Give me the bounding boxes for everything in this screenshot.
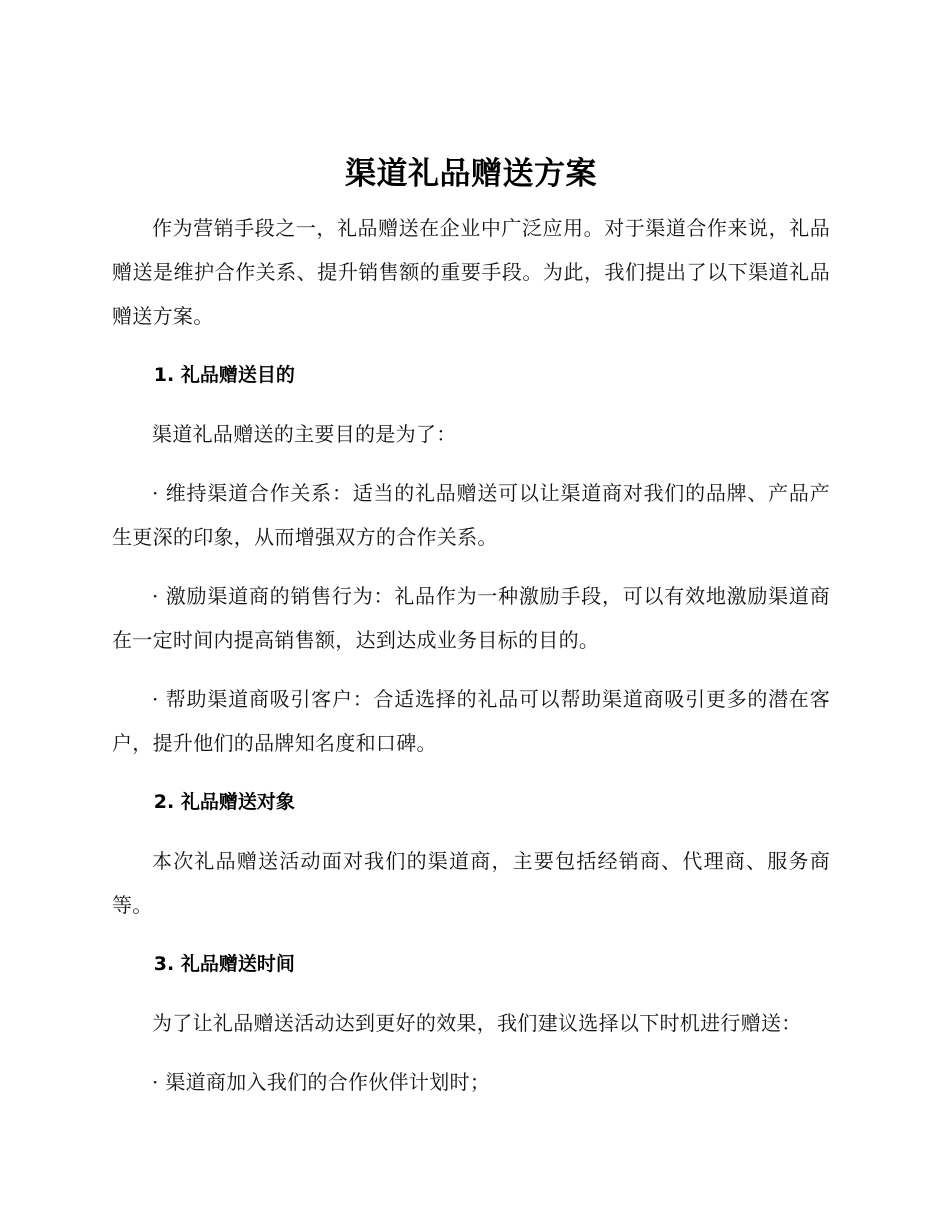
section-3-heading: 3. 礼品赠送时间 [153, 953, 295, 975]
section-1-bullet: · 帮助渠道商吸引客户：合适选择的礼品可以帮助渠道商吸引更多的潜在客户，提升他们的品牌知名度和口碑。 [112, 687, 830, 755]
section-2-body: 本次礼品赠送活动面对我们的渠道商，主要包括经销商、代理商、服务商等。 [112, 849, 830, 917]
section-3-bullet: · 渠道商加入我们的合作伙伴计划时； [152, 1070, 491, 1094]
section-1-bullet: · 维持渠道合作关系：适当的礼品赠送可以让渠道商对我们的品牌、产品产生更深的印象，从而增强双方的合作关系。 [112, 481, 830, 549]
section-3-body: 为了让礼品赠送活动达到更好的效果，我们建议选择以下时机进行赠送： [152, 1011, 802, 1035]
section-1-heading: 1. 礼品赠送目的 [153, 364, 295, 386]
section-1-bullet: · 激励渠道商的销售行为：礼品作为一种激励手段，可以有效地激励渠道商在一定时间内提高销售额，达到达成业务目标的目的。 [112, 584, 830, 652]
section-1-lead: 渠道礼品赠送的主要目的是为了： [152, 422, 457, 446]
section-2-heading: 2. 礼品赠送对象 [153, 791, 295, 813]
document-title: 渠道礼品赠送方案 [345, 156, 597, 192]
intro-paragraph: 作为营销手段之一，礼品赠送在企业中广泛应用。对于渠道合作来说，礼品赠送是维护合作关系、提升销售额的重要手段。为此，我们提出了以下渠道礼品赠送方案。 [112, 216, 830, 328]
